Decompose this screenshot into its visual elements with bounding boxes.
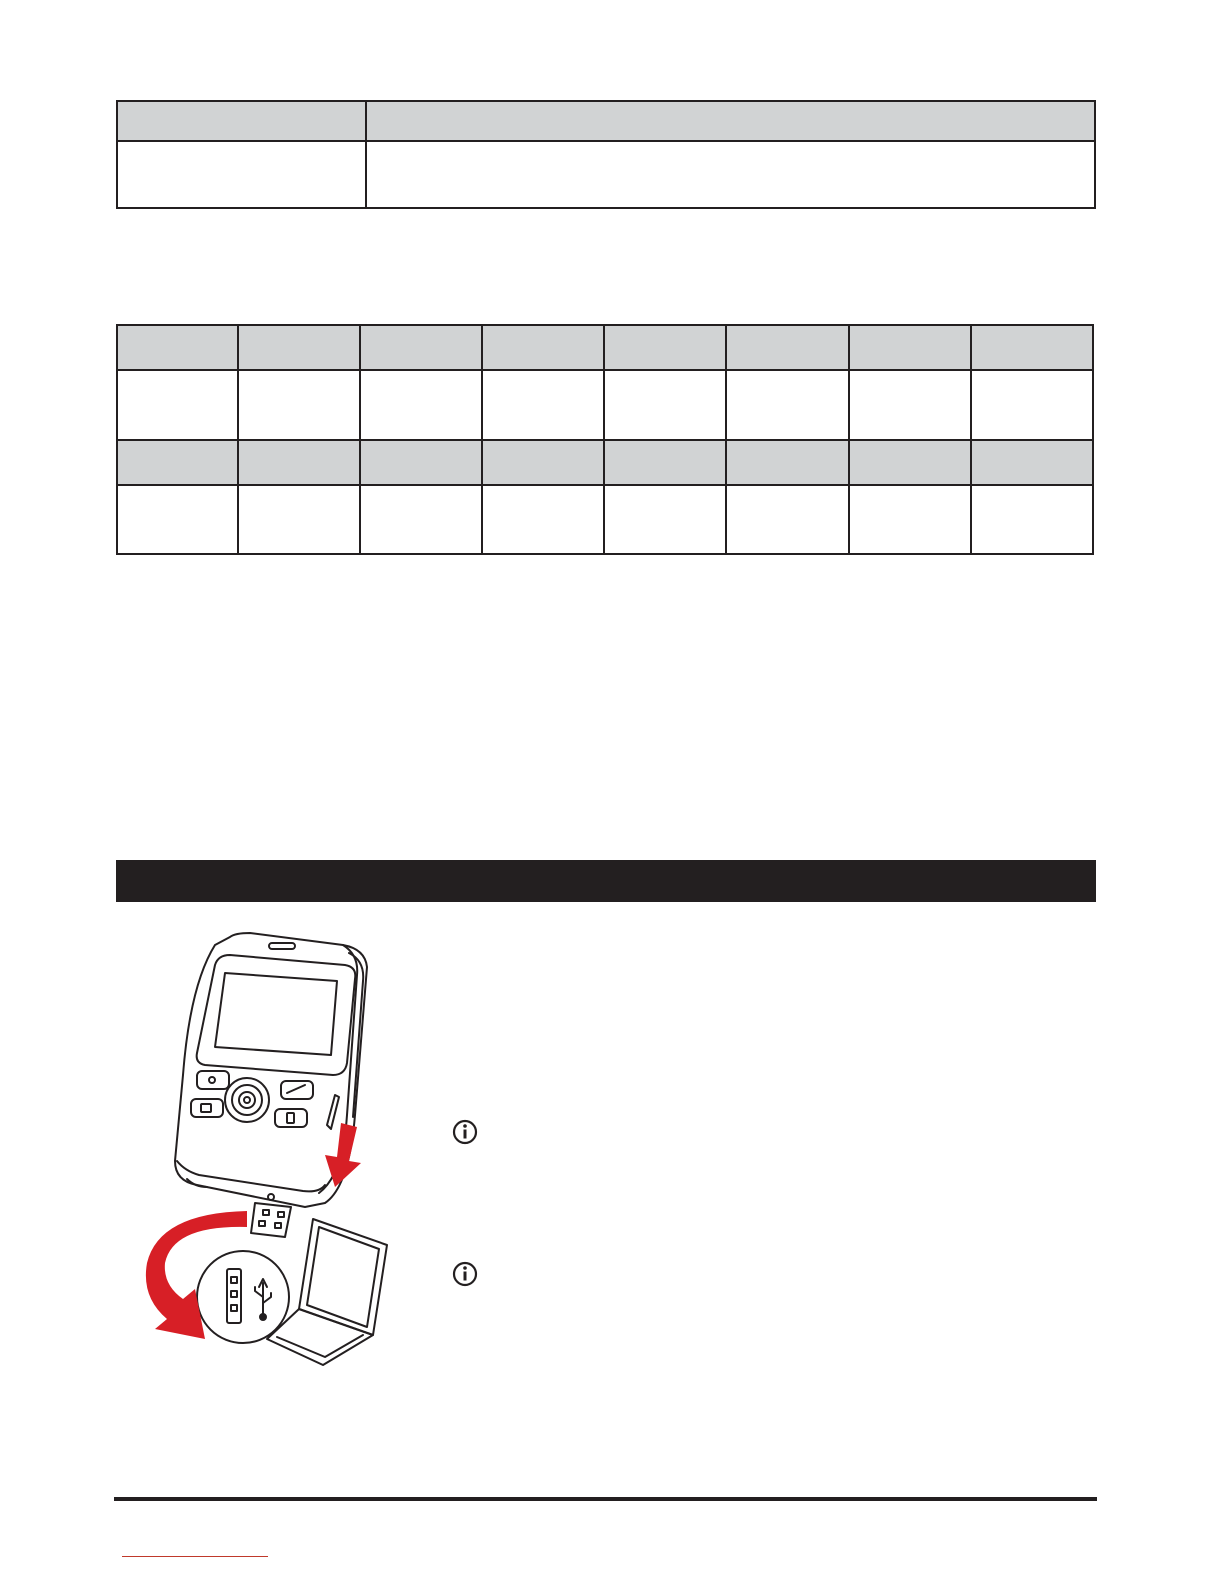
- footer-rule: [114, 1497, 1097, 1501]
- table-2-border: [116, 324, 1094, 326]
- table-1-border: [116, 100, 118, 209]
- table-2-border: [848, 324, 850, 555]
- table-2-border: [116, 553, 1094, 555]
- table-1-header-row: [116, 100, 1096, 141]
- footer-link-underline[interactable]: [122, 1556, 268, 1557]
- table-2-header-row-2: [116, 440, 1094, 485]
- table-1-border: [116, 207, 1096, 209]
- down-arrow: [325, 1123, 361, 1187]
- table-1-border: [116, 100, 1096, 102]
- table-2-border: [359, 324, 361, 555]
- table-2-border: [603, 324, 605, 555]
- table-1-border: [116, 140, 1096, 142]
- info-icon: [452, 1261, 478, 1287]
- info-icon: [452, 1119, 478, 1145]
- table-2-border: [1092, 324, 1094, 555]
- table-2-border: [116, 369, 1094, 371]
- table-1-border: [365, 100, 367, 209]
- table-2-header-row-1: [116, 325, 1094, 370]
- table-2-border: [481, 324, 483, 555]
- connect-camera-to-computer-illustration: [135, 925, 400, 1380]
- usb-port-icon: [197, 1251, 289, 1343]
- table-2-border: [970, 324, 972, 555]
- table-2-border: [116, 324, 118, 555]
- table-2-border: [725, 324, 727, 555]
- section-header-bar: [116, 860, 1096, 902]
- table-1-border: [1094, 100, 1096, 209]
- table-2-border: [116, 484, 1094, 486]
- table-2-border: [237, 324, 239, 555]
- table-2-border: [116, 439, 1094, 441]
